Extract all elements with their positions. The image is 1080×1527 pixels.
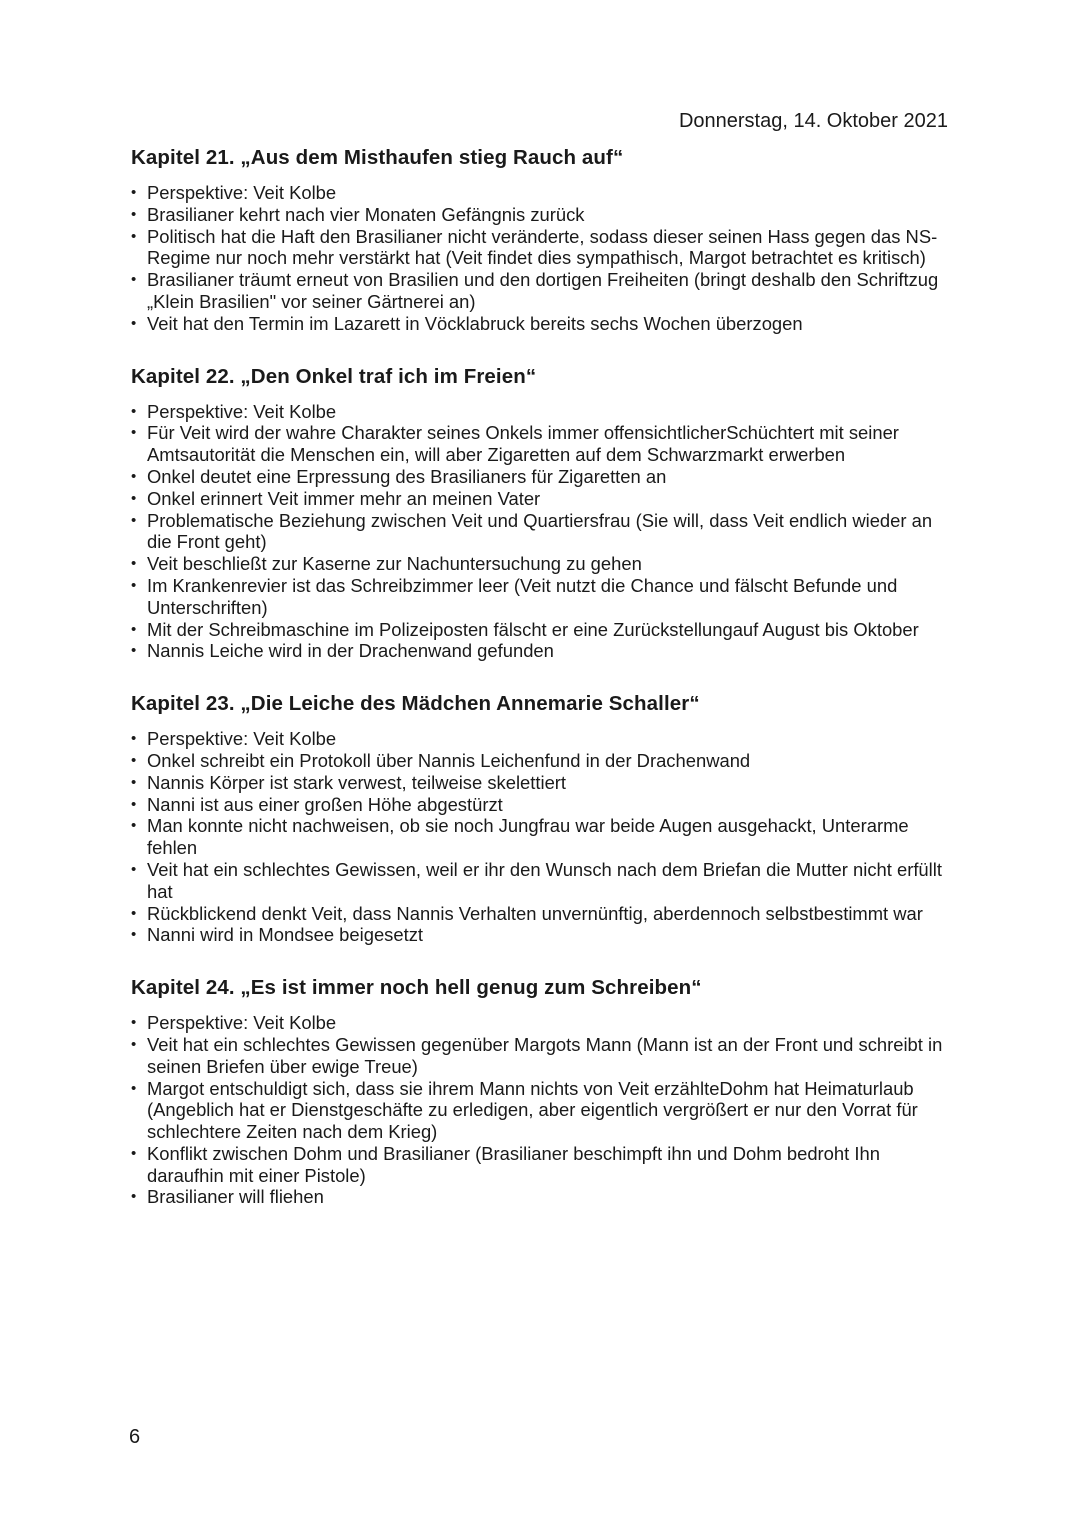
list-item-text: Veit hat den Termin im Lazarett in Vöcklabruck bereits sechs Wochen überzogen (147, 312, 803, 334)
bullet-icon: • (131, 1188, 137, 1206)
list-item-text: Brasilianer kehrt nach vier Monaten Gefängnis zurück (147, 203, 585, 225)
list-item-text: Nannis Körper ist stark verwest, teilweise skelettiert (147, 771, 567, 793)
list-item-text: Perspektive: Veit Kolbe (147, 1012, 337, 1034)
list-item-text: Brasilianer träumt erneut von Brasilien und den dortigen Freiheiten (bringt deshalb den Schriftzug „Klein Brasilien" vor seiner Gärtnerei an) (147, 269, 939, 312)
chapter-22 (131, 363, 961, 663)
list-item-text: Perspektive: Veit Kolbe (147, 400, 337, 422)
bullet-icon: • (131, 795, 137, 813)
list-item (131, 204, 961, 226)
chapter-23 (131, 690, 961, 946)
list-item (131, 903, 961, 925)
list-item-text: Veit hat ein schlechtes Gewissen, weil er ihr den Wunsch nach dem Briefan die Mutter nicht erfüllt hat (147, 858, 942, 902)
chapter-title: Kapitel 22. „Den Onkel traf ich im Freien“ (131, 364, 537, 388)
bullet-icon: • (131, 271, 137, 289)
bullet-icon: • (131, 489, 137, 507)
list-item (131, 750, 961, 772)
bullet-icon: • (131, 576, 137, 594)
list-item (131, 422, 961, 466)
bullet-icon: • (131, 1144, 137, 1162)
list-item (131, 859, 961, 903)
bullet-icon: • (131, 620, 137, 638)
bullet-icon: • (131, 402, 137, 420)
bullet-icon: • (131, 773, 137, 791)
list-item-text: Konflikt zwischen Dohm und Brasilianer (Brasilianer beschimpft ihn und Dohm bedroht Ihn daraufhin mit einer Pistole) (147, 1142, 880, 1186)
list-item (131, 794, 961, 816)
list-item-text: Im Krankenrevier ist das Schreibzimmer leer (Veit nutzt die Chance und fälscht Befunde und Unterschriften) (147, 574, 898, 618)
list-item (131, 1034, 961, 1078)
bullet-icon: • (131, 904, 137, 922)
list-item (131, 1078, 961, 1143)
bullet-icon: • (131, 227, 137, 245)
bullet-icon: • (131, 817, 137, 835)
bullet-list (131, 182, 961, 335)
bullet-icon: • (131, 511, 137, 529)
list-item-text: Nanni ist aus einer großen Höhe abgestürzt (147, 793, 503, 815)
list-item-text: Problematische Beziehung zwischen Veit und Quartiersfrau (Sie will, dass Veit endlich wieder an die Front geht) (147, 509, 933, 553)
bullet-icon: • (131, 751, 137, 769)
list-item-text: Nanni wird in Mondsee beigesetzt (147, 924, 424, 946)
list-item (131, 575, 961, 619)
list-item-text: Nannis Leiche wird in der Drachenwand gefunden (147, 640, 554, 662)
chapter-21 (131, 144, 961, 335)
list-item (131, 1143, 961, 1187)
list-item (131, 1186, 961, 1208)
bullet-icon: • (131, 1014, 137, 1032)
list-item (131, 182, 961, 204)
bullet-icon: • (131, 926, 137, 944)
chapter-24 (131, 974, 961, 1208)
bullet-icon: • (131, 555, 137, 573)
list-item (131, 924, 961, 946)
bullet-list (131, 401, 961, 663)
list-item-text: Onkel schreibt ein Protokoll über Nannis Leichenfund in der Drachenwand (147, 749, 751, 771)
bullet-icon: • (131, 184, 137, 201)
bullet-icon: • (131, 467, 137, 485)
bullet-icon: • (131, 205, 137, 223)
bullet-icon: • (131, 424, 137, 442)
list-item (131, 466, 961, 488)
list-item-text: Man konnte nicht nachweisen, ob sie noch Jungfrau war beide Augen ausgehackt, Unterarme fehlen (147, 815, 909, 859)
bullet-icon: • (131, 642, 137, 660)
list-item-text: Onkel erinnert Veit immer mehr an meinen Vater (147, 487, 541, 509)
bullet-icon: • (131, 730, 137, 748)
chapter-title: Kapitel 24. „Es ist immer noch hell genug zum Schreiben“ (131, 976, 702, 1000)
list-item-text: Perspektive: Veit Kolbe (147, 182, 337, 203)
list-item (131, 772, 961, 794)
bullet-icon: • (131, 1079, 137, 1097)
list-item (131, 815, 961, 859)
list-item (131, 488, 961, 510)
list-item-text: Margot entschuldigt sich, dass sie ihrem Mann nichts von Veit erzählteDohm hat Heimaturlaub (Angeblich hat er Dienstgeschäfte zu erledigen, aber eigentlich vergrößert er nur den Vorrat für schlechtere Zeiten nach dem Krieg) (147, 1077, 918, 1143)
bullet-icon: • (131, 1035, 137, 1053)
list-item (131, 640, 961, 662)
list-item (131, 269, 961, 313)
bullet-icon: • (131, 314, 137, 332)
page-number: 6 (129, 1426, 141, 1448)
list-item-text: Mit der Schreibmaschine im Polizeiposten fälscht er eine Zurückstellungauf August bis Oktober (147, 618, 919, 640)
list-item-text: Perspektive: Veit Kolbe (147, 728, 337, 750)
list-item-text: Brasilianer will fliehen (147, 1186, 324, 1208)
list-item-text: Für Veit wird der wahre Charakter seines Onkels immer offensichtlicherSchüchtert mit seiner Amtsautorität die Menschen ein, will aber Zigaretten auf dem Schwarzmarkt erwerben (147, 422, 899, 466)
document-body (131, 144, 961, 1236)
list-item-text: Politisch hat die Haft den Brasilianer nicht veränderte, sodass dieser seinen Hass gegen das NS-Regime nur noch mehr verstärkt hat (Veit findet dies sympathisch, Margot betrachtet es kritisch) (147, 225, 938, 269)
list-item-text: Veit beschließt zur Kaserne zur Nachuntersuchung zu gehen (147, 553, 642, 575)
list-item (131, 401, 961, 423)
list-item-text: Veit hat ein schlechtes Gewissen gegenüber Margots Mann (Mann ist an der Front und schreibt in seinen Briefen über ewige Treue) (147, 1033, 943, 1077)
list-item-text: Onkel deutet eine Erpressung des Brasilianers für Zigaretten an (147, 465, 667, 487)
chapter-title: Kapitel 21. „Aus dem Misthaufen stieg Rauch auf“ (131, 146, 624, 169)
bullet-list (131, 1012, 961, 1208)
list-item (131, 226, 961, 270)
list-item (131, 1012, 961, 1034)
list-item (131, 553, 961, 575)
list-item-text: Rückblickend denkt Veit, dass Nannis Verhalten unvernünftig, aberdennoch selbstbestimmt war (147, 902, 923, 924)
bullet-list (131, 728, 961, 946)
list-item (131, 728, 961, 750)
list-item (131, 313, 961, 335)
list-item (131, 510, 961, 554)
chapter-title: Kapitel 23. „Die Leiche des Mädchen Annemarie Schaller“ (131, 692, 700, 716)
page-date: Donnerstag, 14. Oktober 2021 (678, 110, 948, 132)
bullet-icon: • (131, 860, 137, 878)
list-item (131, 619, 961, 641)
